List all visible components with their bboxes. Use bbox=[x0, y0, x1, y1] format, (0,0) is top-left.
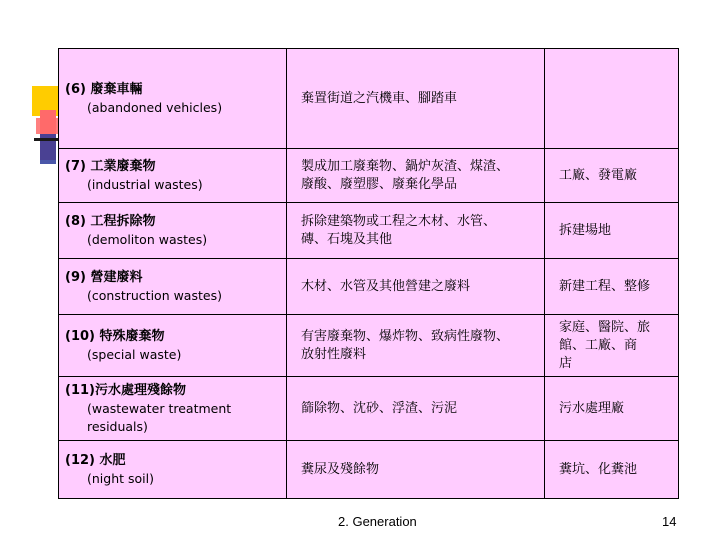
location-cell bbox=[545, 315, 679, 377]
category-en: (abandoned vehicles) bbox=[87, 99, 223, 115]
category-en: (industrial wastes) bbox=[87, 176, 203, 192]
category-en: (demoliton wastes) bbox=[87, 231, 208, 247]
location-cell bbox=[545, 377, 679, 441]
category-zh: (10) 特殊廢棄物 bbox=[65, 328, 165, 344]
source-cell bbox=[287, 49, 545, 149]
table-row bbox=[59, 259, 679, 315]
location-cell bbox=[545, 259, 679, 315]
category-en: (construction wastes) bbox=[87, 287, 222, 303]
location-text: 新建工程、整修 bbox=[559, 278, 651, 294]
source-cell bbox=[287, 377, 545, 441]
table-row bbox=[59, 49, 679, 149]
location-text: 污水處理廠 bbox=[559, 400, 625, 416]
page-number: 14 bbox=[662, 514, 677, 529]
source-cell bbox=[287, 441, 545, 499]
category-zh: (7) 工業廢棄物 bbox=[65, 158, 156, 174]
category-en: (night soil) bbox=[87, 470, 154, 486]
table-row bbox=[59, 377, 679, 441]
category-cell bbox=[59, 377, 287, 441]
source-cell bbox=[287, 203, 545, 259]
source-text: 有害廢棄物、爆炸物、致病性廢物、 放射性廢料 bbox=[301, 328, 510, 362]
footer-section-title: 2. Generation bbox=[338, 514, 417, 529]
category-cell bbox=[59, 203, 287, 259]
location-text: 家庭、醫院、旅 館、工廠、商 店 bbox=[559, 319, 651, 371]
source-text: 棄置街道之汽機車、腳踏車 bbox=[301, 90, 458, 106]
decorative-line bbox=[34, 138, 58, 141]
table-row bbox=[59, 149, 679, 203]
category-cell bbox=[59, 149, 287, 203]
table-row bbox=[59, 203, 679, 259]
location-cell bbox=[545, 441, 679, 499]
category-cell bbox=[59, 315, 287, 377]
location-text: 拆建場地 bbox=[559, 222, 612, 238]
source-text: 糞尿及殘餘物 bbox=[301, 461, 380, 477]
category-zh: (8) 工程拆除物 bbox=[65, 213, 156, 229]
category-zh: (6) 廢棄車輛 bbox=[65, 81, 143, 97]
location-cell bbox=[545, 149, 679, 203]
source-cell bbox=[287, 315, 545, 377]
source-text: 篩除物、沈砂、浮渣、污泥 bbox=[301, 400, 458, 416]
source-text: 製成加工廢棄物、鍋炉灰渣、煤渣、 廢酸、廢塑膠、廢棄化學品 bbox=[301, 158, 510, 192]
location-text: 糞坑、化糞池 bbox=[559, 461, 638, 477]
source-text: 拆除建築物或工程之木材、水管、 磚、石塊及其他 bbox=[301, 213, 497, 247]
table-row bbox=[59, 441, 679, 499]
category-cell bbox=[59, 259, 287, 315]
table-row bbox=[59, 315, 679, 377]
source-cell bbox=[287, 259, 545, 315]
source-text: 木材、水管及其他營建之廢料 bbox=[301, 278, 471, 294]
category-en: (special waste) bbox=[87, 346, 182, 362]
category-cell bbox=[59, 49, 287, 149]
source-cell bbox=[287, 149, 545, 203]
waste-generation-table bbox=[58, 48, 679, 499]
category-cell bbox=[59, 441, 287, 499]
category-zh: (9) 營建廢料 bbox=[65, 269, 143, 285]
category-zh: (11)污水處理殘餘物 bbox=[65, 382, 186, 398]
location-cell bbox=[545, 203, 679, 259]
location-cell bbox=[545, 49, 679, 149]
location-text: 工廠、發電廠 bbox=[559, 167, 638, 183]
category-en: (wastewater treatment residuals) bbox=[87, 400, 232, 434]
category-zh: (12) 水肥 bbox=[65, 452, 126, 468]
